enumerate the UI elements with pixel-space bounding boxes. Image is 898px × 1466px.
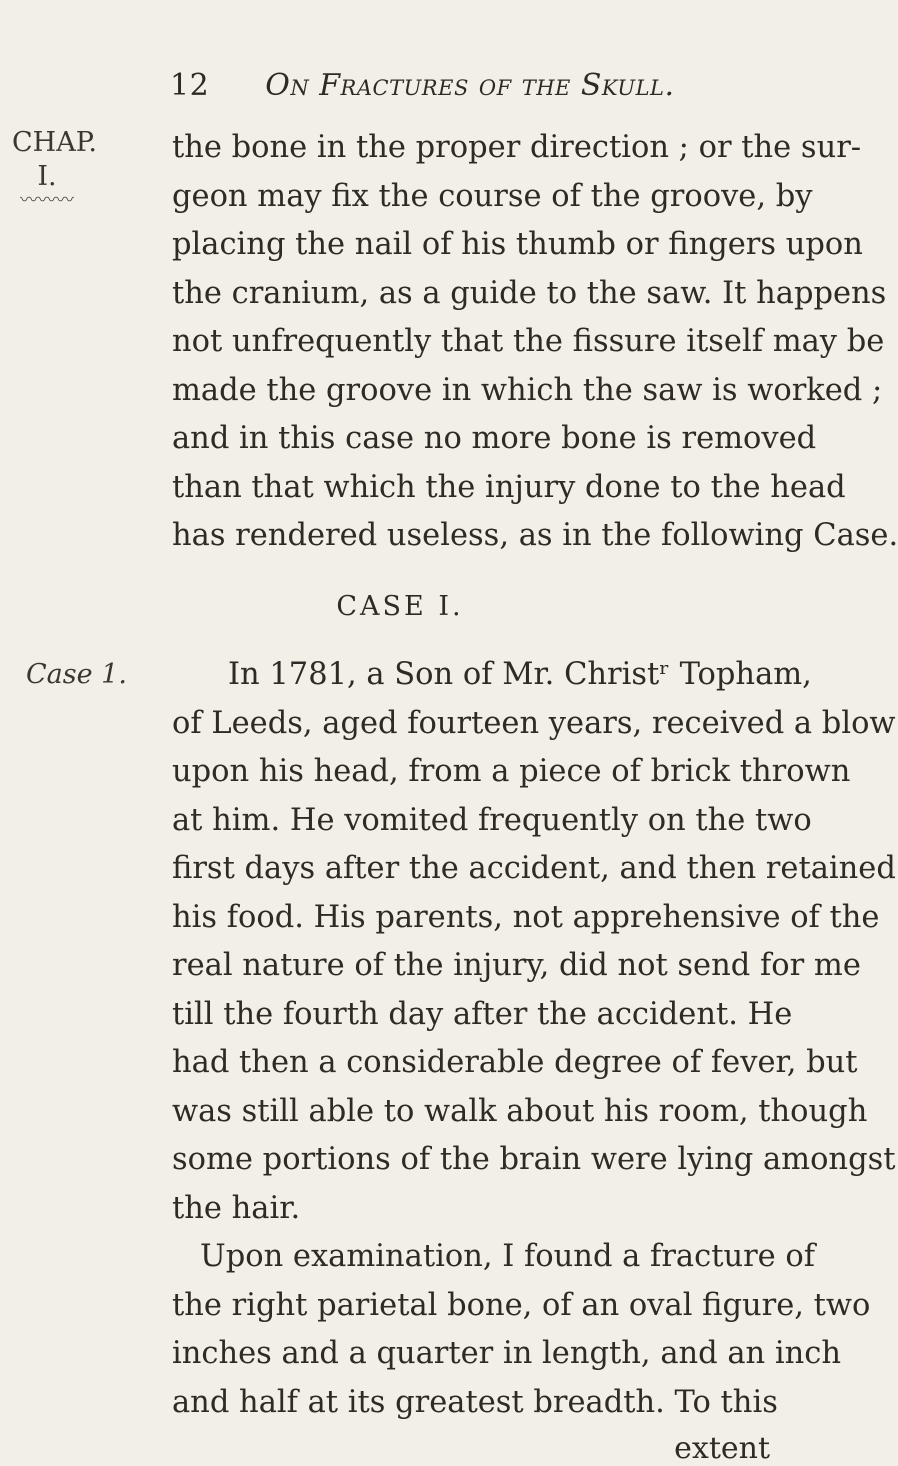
text-line: was still able to walk about his room, though (172, 1093, 868, 1129)
text-line: and in this case no more bone is removed (172, 421, 817, 456)
text-line: geon may fix the course of the groove, by (172, 178, 813, 214)
text-line: till the fourth day after the accident. He (172, 996, 793, 1032)
text-line: at him. He vomited frequently on the two (172, 802, 812, 838)
case-marginal-note: Case 1. (26, 659, 127, 690)
text-line: upon his head, from a piece of brick thrown (172, 754, 851, 789)
text-line: made the groove in which the saw is worked ; (172, 372, 883, 408)
case-heading: CASE I. (336, 590, 464, 622)
text-line: and half at its greatest breadth. To this (172, 1384, 778, 1420)
text-line: than that which the injury done to the head (172, 469, 846, 505)
chapter-number: I. (37, 161, 57, 192)
running-header (170, 68, 675, 103)
page-number: 12 (170, 68, 210, 103)
running-title: On Fractures of the Skull. (265, 68, 675, 103)
chapter-label: CHAP. (12, 127, 97, 158)
text-line: placing the nail of his thumb or fingers upon (172, 227, 863, 262)
text-line: real nature of the injury, did not send for me (172, 948, 861, 983)
text-line: Upon examination, I found a fracture of (200, 1239, 816, 1274)
text-line: not unfrequently that the fissure itself may be (172, 324, 885, 359)
text-line: some portions of the brain were lying amongst (172, 1142, 896, 1177)
text-line: of Leeds, aged fourteen years, received a blow (172, 705, 896, 741)
text-line: the bone in the proper direction ; or the sur- (172, 130, 862, 165)
text-line: In 1781, a Son of Mr. Christʳ Topham, (228, 657, 812, 692)
catchword: extent (674, 1431, 770, 1466)
ornamental-rule: 〰〰〰 (20, 190, 74, 211)
text-line: the hair. (172, 1190, 301, 1226)
text-line: the right parietal bone, of an oval figure, two (172, 1287, 871, 1323)
text-line: the cranium, as a guide to the saw. It happens (172, 275, 887, 311)
text-line: his food. His parents, not apprehensive of the (172, 899, 880, 935)
chapter-marginal-note (12, 126, 97, 211)
text-line: inches and a quarter in length, and an inch (172, 1336, 842, 1371)
text-line: had then a considerable degree of fever, but (172, 1045, 858, 1080)
text-line: has rendered useless, as in the following Case. (172, 518, 898, 553)
text-line: first days after the accident, and then retained (172, 851, 896, 886)
